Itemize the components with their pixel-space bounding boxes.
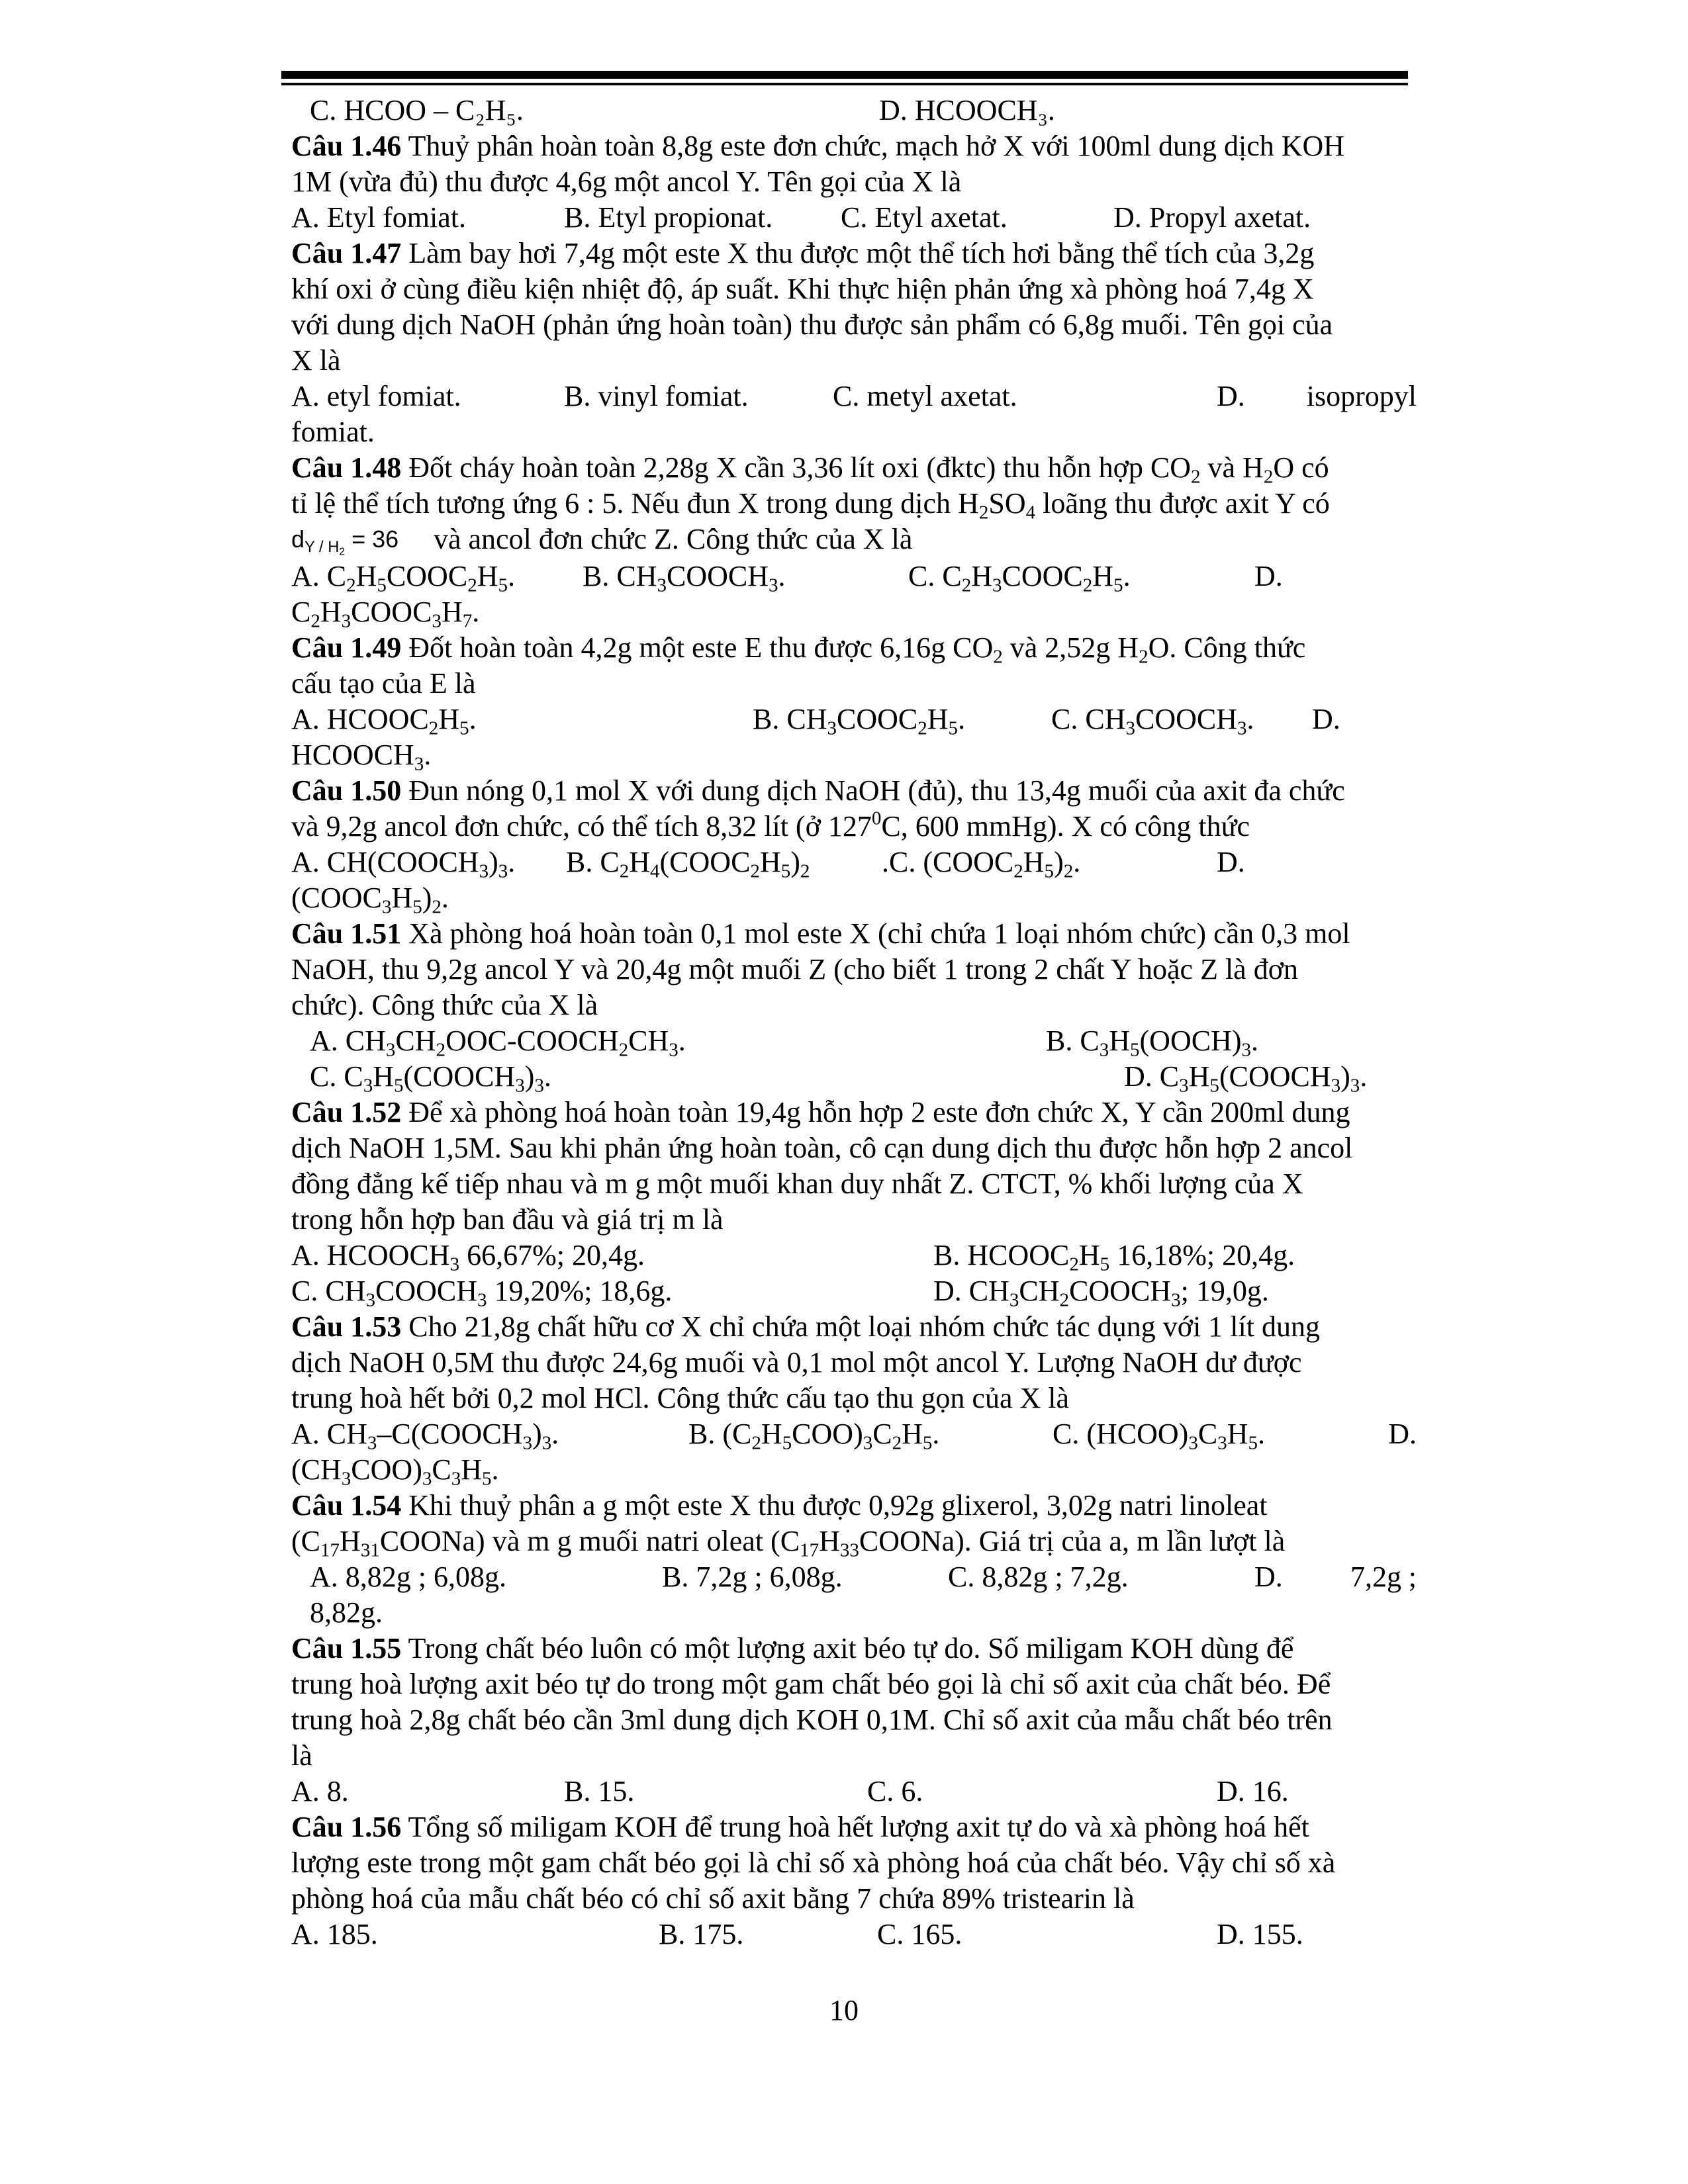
q54-options-cont: 8,82g. (310, 1596, 383, 1629)
q46-line-2: 1M (vừa đủ) thu được 4,6g một ancol Y. Tên gọi của X là (291, 165, 962, 198)
question-label: Câu 1.55 (291, 1632, 402, 1664)
q51-line-1: Câu 1.51 Xà phòng hoá hoàn toàn 0,1 mol este X (chỉ chứa 1 loại nhóm chức) cần 0,3 mol (291, 917, 1350, 950)
q48-options (291, 559, 1417, 594)
option-a: A. etyl fomiat. (291, 380, 461, 412)
q52-options-ab (291, 1238, 1417, 1273)
q54-options: A. 8,82g ; 6,08g. B. 7,2g ; 6,08g. C. 8,82g ; 7,2g. D. 7,2g ; (291, 1559, 1417, 1595)
q55-line-3: trung hoà 2,8g chất béo cần 3ml dung dịch KOH 0,1M. Chỉ số axit của mẫu chất béo trên (291, 1704, 1333, 1736)
q49-options-cont: $HCOOCH_3$. (291, 739, 432, 775)
q53-line-1: Câu 1.53 Cho 21,8g chất hữu cơ X chỉ chứa một loại nhóm chức tác dụng với 1 lít dung (291, 1310, 1320, 1343)
question-label: Câu 1.50 (291, 774, 402, 807)
q55-line-1: Câu 1.55 Trong chất béo luôn có một lượng axit béo tự do. Số miligam KOH dùng để (291, 1632, 1294, 1664)
q45-options (291, 93, 1417, 128)
option-a: A. $CH_3CH_2OOC-COOCH_2CH_3$. (310, 1024, 686, 1061)
option-b: B. $C_3H_5(OOCH)_3$. (1046, 1024, 1259, 1061)
option-c: C. 6. (867, 1775, 923, 1807)
q53-options (291, 1416, 1417, 1452)
option-b: B. 7,2g ; 6,08g. (662, 1561, 843, 1593)
q56-options (291, 1917, 1417, 1952)
option-a: A. $HCOOCH_3$ 66,67%; 20,4g. (291, 1239, 645, 1275)
q52-line-4: trong hỗn hợp ban đầu và giá trị m là (291, 1203, 724, 1236)
question-label: Câu 1.48 (291, 451, 402, 484)
option-d: D. $C_3H_5(COOCH_3)_3$. (1124, 1060, 1368, 1097)
option-b: B. $CH_3COOC_2H_5$. (753, 703, 966, 739)
q48-options-cont: $C_2H_3COOC_3H_7$. (291, 596, 480, 632)
question-label: Câu 1.47 (291, 237, 402, 269)
q47-line-1: Câu 1.47 Làm bay hơi 7,4g một este X thu được một thể tích hơi bằng thể tích của 3,2g (291, 237, 1315, 269)
question-label: Câu 1.51 (291, 917, 402, 950)
q56-line-2: lượng este trong một gam chất béo gọi là chỉ số xà phòng hoá của chất béo. Vậy chỉ số xà (291, 1846, 1336, 1879)
q47-options: A. etyl fomiat. B. vinyl fomiat. C. metyl axetat. D. isopropyl (291, 379, 1417, 414)
q52-line-2: dịch NaOH 1,5M. Sau khi phản ứng hoàn toàn, cô cạn dung dịch thu được hỗn hợp 2 ancol (291, 1132, 1353, 1164)
option-d: D. HCOOCH₃. (879, 94, 1055, 126)
q53-options-cont: $(CH_3COO)_3C_3H_5$. (291, 1453, 499, 1490)
header-rule-thin (281, 83, 1408, 85)
option-b: B. $HCOOC_2H_5$ 16,18%; 20,4g. (933, 1239, 1295, 1275)
option-c: C. 8,82g ; 7,2g. (948, 1561, 1129, 1593)
q50-options (291, 844, 1417, 880)
q48-line-3: $d_{Y / H_2} = 36$ và ancol đơn chức Z. Công thức của X là (291, 523, 913, 558)
option-d: D. (1388, 1418, 1417, 1450)
page-content (291, 93, 1417, 1952)
q52-line-1: Câu 1.52 Để xà phòng hoá hoàn toàn 19,4g hỗn hợp 2 este đơn chức X, Y cần 200ml dung (291, 1096, 1350, 1128)
density-formula: $d_{Y / H_2} = 36$ (291, 525, 399, 558)
option-c: C. HCOO – C₂H₅. (310, 94, 524, 126)
q55-options (291, 1774, 1417, 1809)
option-a: A. Etyl fomiat. (291, 201, 466, 234)
option-b: B. vinyl fomiat. (564, 380, 749, 412)
q49-line-1: Câu 1.49 Đốt hoàn toàn 4,2g một este E thu được 6,16g $CO_2$ và 2,52g $H_2O$. Công thức (291, 631, 1306, 668)
q47-options-cont: fomiat. (291, 416, 375, 448)
q52-options-cd (291, 1273, 1417, 1309)
option-d: D. 155. (1217, 1918, 1303, 1950)
option-d: D. 16. (1217, 1775, 1289, 1807)
question-label: Câu 1.49 (291, 631, 402, 664)
option-a: A. 8,82g ; 6,08g. (310, 1561, 506, 1593)
q48-line-2: tỉ lệ thể tích tương ứng 6 : 5. Nếu đun X trong dung dịch $H_2SO_4$ loãng thu được axit Y có (291, 487, 1330, 523)
option-a: A. $HCOOC_2H_5$. (291, 703, 477, 739)
q56-line-1: Câu 1.56 Tổng số miligam KOH để trung hoà hết lượng axit tự do và xà phòng hoá hết (291, 1811, 1309, 1843)
q52-line-3: đồng đẳng kế tiếp nhau và m g một muối khan duy nhất Z. CTCT, % khối lượng của X (291, 1167, 1303, 1200)
q46-options (291, 200, 1417, 236)
question-label: Câu 1.46 (291, 130, 402, 162)
option-c: C. metyl axetat. (833, 380, 1017, 412)
q51-line-3: chức). Công thức của X là (291, 989, 598, 1021)
option-c: C. $CH_3COOCH_3$ 19,20%; 18,6g. (291, 1275, 673, 1311)
option-b: B. Etyl propionat. (564, 201, 773, 234)
q55-line-2: trung hoà lượng axit béo tự do trong một gam chất béo gọi là chỉ số axit của chất béo. Để (291, 1668, 1331, 1700)
option-c: C. 165. (877, 1918, 962, 1950)
option-a: A. $CH_3-C(COOCH_3)_3$. (291, 1418, 559, 1454)
option-d: D. (1254, 1561, 1283, 1593)
option-b: B. $CH_3COOCH_3$. (583, 560, 786, 596)
option-c: C. $(HCOO)_3C_3H_5$. (1053, 1418, 1266, 1454)
q53-line-2: dịch NaOH 0,5M thu được 24,6g muối và 0,1 mol một ancol Y. Lượng NaOH dư được (291, 1346, 1302, 1379)
option-c: .C. $(COOC_2H_5)_2$. (882, 846, 1081, 882)
question-label: Câu 1.54 (291, 1489, 402, 1522)
option-b: B. 15. (564, 1775, 635, 1807)
option-c: C. $C_3H_5(COOCH_3)_3$. (310, 1060, 551, 1097)
q56-line-3: phòng hoá của mẫu chất béo có chỉ số axit bằng 7 chứa 89% tristearin là (291, 1882, 1135, 1915)
option-a: A. 8. (291, 1775, 349, 1807)
option-c: C. $C_2H_3COOC_2H_5$. (908, 560, 1131, 596)
question-label: Câu 1.52 (291, 1096, 402, 1128)
q53-line-3: trung hoà hết bởi 0,2 mol HCl. Công thức cấu tạo thu gọn của X là (291, 1382, 1070, 1414)
q50-line-2: và 9,2g ancol đơn chức, có thể tích 8,32 lít (ở $127^0C$, 600 mmHg). X có công thức (291, 807, 1250, 842)
q49-line-2: cấu tạo của E là (291, 667, 476, 700)
question-label: Câu 1.53 (291, 1310, 402, 1343)
q50-line-1: Câu 1.50 Đun nóng 0,1 mol X với dung dịch NaOH (đủ), thu 13,4g muối của axit đa chức (291, 774, 1345, 807)
option-d: D. (1254, 560, 1283, 592)
page-number: 10 (829, 1994, 859, 2026)
q47-line-2: khí oxi ở cùng điều kiện nhiệt độ, áp suất. Khi thực hiện phản ứng xà phòng hoá 7,4g X (291, 273, 1314, 305)
option-b: B. $(C_2H_5COO)_3C_2H_5$. (688, 1418, 940, 1454)
q54-line-1: Câu 1.54 Khi thuỷ phân a g một este X thu được 0,92g glixerol, 3,02g natri linoleat (291, 1489, 1268, 1522)
option-d: D. (1217, 846, 1245, 878)
option-d: D. (1312, 703, 1340, 735)
header-rule-thick (281, 71, 1408, 79)
option-d: D. (1217, 380, 1245, 412)
q49-options (291, 702, 1417, 737)
option-c: C. Etyl axetat. (841, 201, 1008, 234)
question-label: Câu 1.56 (291, 1811, 402, 1843)
q55-line-4: là (291, 1739, 312, 1772)
option-c: C. $CH_3COOCH_3$. (1051, 703, 1254, 739)
option-b: B. $C_2H_4(COOC_2H_5)_2$ (566, 846, 810, 882)
q47-line-3: với dung dịch NaOH (phản ứng hoàn toàn) thu được sản phẩm có 6,8g muối. Tên gọi của (291, 308, 1333, 341)
q54-line-2: $(C_{17}H_{31}COONa)$ và m g muối natri oleat $(C_{17}H_{33}COONa)$. Giá trị của a, m lần lượt là (291, 1525, 1286, 1561)
option-a: A. $C_2H_5COOC_2H_5$. (291, 560, 515, 596)
option-a: A. $CH(COOCH_3)_3$. (291, 846, 516, 882)
q51-line-2: NaOH, thu 9,2g ancol Y và 20,4g một muối Z (cho biết 1 trong 2 chất Y hoặc Z là đơn (291, 953, 1298, 985)
option-b: B. 175. (659, 1918, 744, 1950)
q47-line-4: X là (291, 344, 341, 377)
q50-options-cont: $(COOC_3H_5)_2$. (291, 882, 449, 918)
q51-options-ab (291, 1023, 1417, 1059)
option-a: A. 185. (291, 1918, 378, 1950)
q48-line-1: Câu 1.48 Đốt cháy hoàn toàn 2,28g X cần 3,36 lít oxi (đktc) thu hỗn hợp $CO_2$ và $H_2O$ có (291, 451, 1329, 488)
option-d: D. $CH_3CH_2COOCH_3$; 19,0g. (933, 1275, 1269, 1311)
q46-line-1: Câu 1.46 Thuỷ phân hoàn toàn 8,8g este đơn chức, mạch hở X với 100ml dung dịch KOH (291, 130, 1345, 162)
q51-options-cd (291, 1059, 1417, 1095)
option-d: D. Propyl axetat. (1113, 201, 1311, 234)
